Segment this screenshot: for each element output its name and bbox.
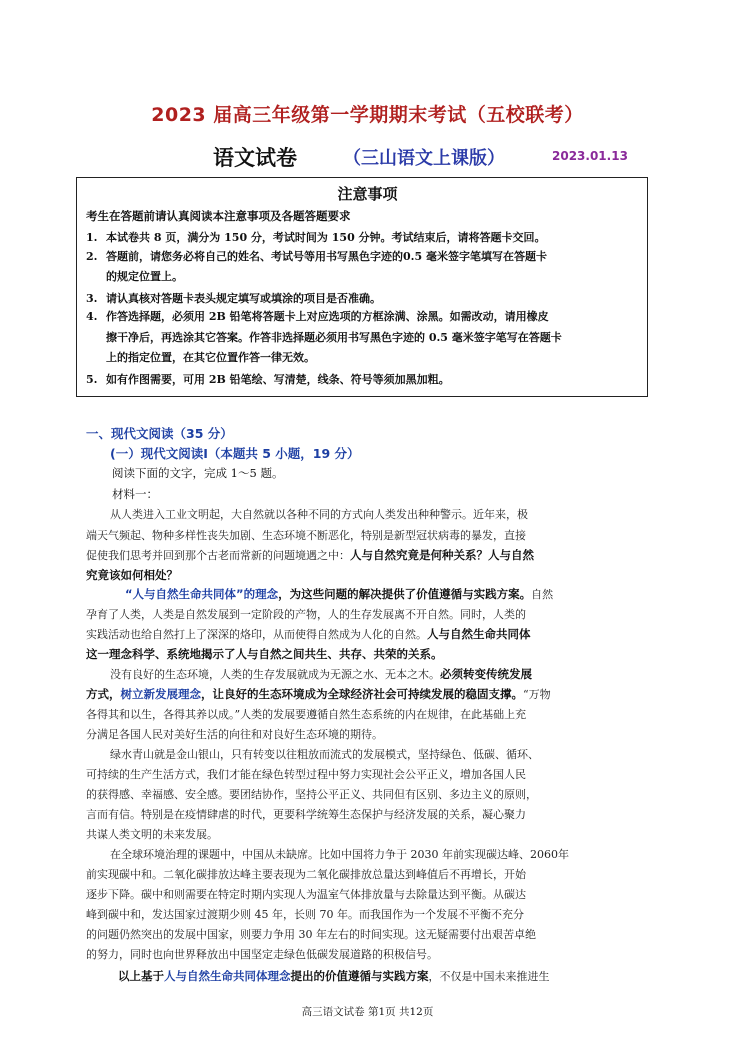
highlight-run: 人与自然生命共同体理念 (164, 969, 291, 983)
item-number: 1. (86, 231, 98, 244)
bold-run: ，让良好的生态环境成为全球经济社会可持续发展的稳固支撑。 (201, 687, 523, 701)
instruction: 阅读下面的文字，完成 1～5 题。 (112, 466, 284, 480)
exam-date: 2023.01.13 (552, 149, 628, 163)
body-line (125, 586, 553, 602)
text-run: “万物 (523, 688, 551, 701)
exam-title: 2023 届高三年级第一学期期末考试（五校联考） (151, 104, 584, 126)
bold-run: 这一理念科学、系统地揭示了人与自然之间共生、共存、共荣的关系。 (86, 647, 443, 661)
body-line: 前实现碳中和。二氧化碳排放达峰主要表现为二氧化碳排放总量达到峰值后不再增长，开始 (86, 868, 526, 881)
body-line: 孕育了人类，人类是自然发展到一定阶段的产物，人的生存发展离不开自然。同时，人类的 (86, 608, 526, 621)
body-line: 峰到碳中和，发达国家过渡期少则 45 年，长则 70 年。而我国作为一个发展不平衡不充分 (86, 908, 524, 921)
subject-title: 语文试卷 (213, 146, 297, 170)
body-line (86, 646, 443, 662)
bold-run: 人与自然生命共同体 (427, 627, 531, 641)
bold-run: 究竟该如何相处？ (86, 568, 178, 582)
item-continuation: 上的指定位置，在其它位置作答一律无效。 (106, 351, 315, 364)
item-continuation: 擦干净后，再选涂其它答案。作答非选择题必须用书写黑色字迹的 0.5 毫米签字笔写在答题卡 (106, 331, 562, 344)
item-number: 4. (86, 310, 98, 323)
body-line: 的获得感、幸福感、安全感。要团结协作，坚持公平正义、共同但有区别、多边主义的原则， (86, 788, 537, 801)
item-text: 答题前，请您务必将自己的姓名、考试号等用书写黑色字迹的0.5 毫米签字笔填写在答题卡 (106, 250, 547, 263)
highlight-run: “人与自然生命共同体”的理念 (125, 587, 279, 601)
body-line (118, 968, 550, 984)
notice-item (86, 228, 546, 248)
item-number: 2. (86, 250, 98, 263)
bold-run: 必须转变传统发展 (440, 667, 532, 681)
text-run: 没有良好的生态环境，人类的生存发展就成为无源之水、无本之木。 (110, 668, 440, 681)
body-line: 共谋人类文明的未来发展。 (86, 828, 218, 841)
body-line: 分满足各国人民对美好生活的向往和对良好生态环境的期待。 (86, 728, 383, 741)
body-line: 可持续的生产生活方式，我们才能在绿色转型过程中努力实现社会公平正义，增加各国人民 (86, 768, 526, 781)
edition-label: （三山语文上课版） (343, 148, 505, 169)
bold-run: 以上基于 (118, 969, 164, 983)
notice-item (86, 289, 381, 309)
subsection-heading: (一）现代文阅读Ⅰ（本题共 5 小题，19 分） (110, 446, 360, 461)
highlight-run: 树立新发展理念 (120, 687, 201, 701)
body-line: 的努力，同时也向世界释放出中国坚定走绿色低碳发展道路的积极信号。 (86, 948, 438, 961)
body-line: 绿水青山就是金山银山，只有转变以往粗放而流式的发展模式，坚持绿色、低碳、循环、 (110, 748, 539, 761)
bold-run: 提出的价值遵循与实践方案 (290, 969, 429, 983)
body-line: 从人类进入工业文明起，大自然就以各种不同的方式向人类发出种种警示。近年来，极 (110, 508, 528, 521)
text-run: 实践活动也给自然打上了深深的烙印，从而使得自然成为人化的自然。 (86, 628, 427, 641)
body-line (86, 686, 551, 702)
notice-item (86, 307, 549, 327)
page-footer: 高三语文试卷 第1页 共12页 (301, 1006, 434, 1018)
section-heading: 一、现代文阅读（35 分） (86, 426, 233, 441)
text-run: 促使我们思考并回到那个古老而常新的问题境遇之中： (86, 549, 350, 562)
body-line: 在全球环境治理的课题中，中国从未缺席。比如中国将力争于 2030 年前实现碳达峰、2060年 (110, 848, 569, 861)
bold-run: ，为这些问题的解决提供了价值遵循与实践方案。 (278, 587, 532, 601)
body-line: 端天气频起、物种多样性丧失加剧、生态环境不断恶化，特别是新型冠状病毒的暴发，直接 (86, 529, 526, 542)
item-text: 请认真核对答题卡表头规定填写或填涂的项目是否准确。 (106, 292, 381, 305)
body-line (86, 547, 534, 563)
body-line: 言而有信。特别是在疫情肆虐的时代，更要科学统筹生态保护与经济发展的关系，凝心聚力 (86, 808, 526, 821)
item-text: 如有作图需要，可用 2B 铅笔绘、写清楚，线条、符号等须加黑加粗。 (106, 373, 450, 386)
notice-title: 注意事项 (337, 185, 398, 203)
notice-item (86, 370, 450, 390)
item-text: 作答选择题，必须用 2B 铅笔将答题卡上对应选项的方框涂满、涂黑。如需改动，请用橡皮 (106, 310, 549, 323)
text-run: ，不仅是中国未来推进生 (428, 970, 550, 983)
item-continuation: 的规定位置上。 (106, 270, 183, 283)
item-number: 3. (86, 292, 98, 305)
body-line: 的问题仍然突出的发展中国家，则要力争用 30 年左右的时间实现。这无疑需要付出艰苦卓绝 (86, 928, 536, 941)
bold-run: 方式， (86, 687, 121, 701)
body-line (86, 567, 178, 583)
notice-item (86, 247, 547, 267)
item-text: 本试卷共 8 页，满分为 150 分，考试时间为 150 分钟。考试结束后，请将答题卡交回。 (106, 231, 546, 244)
material-label: 材料一： (112, 487, 158, 501)
body-line: 各得其和以生，各得其养以成。”人类的发展要遵循自然生态系统的内在规律，在此基础上充 (86, 708, 527, 721)
body-line (86, 626, 531, 642)
body-line: 逐步下降。碳中和则需要在特定时期内实现人为温室气体排放量与去除量达到平衡。从碳达 (86, 888, 526, 901)
notice-intro: 考生在答题前请认真阅读本注意事项及各题答题要求 (86, 209, 351, 223)
text-run: 自然 (531, 588, 554, 601)
bold-run: 人与自然究竟是何种关系？人与自然 (350, 548, 534, 562)
item-number: 5. (86, 373, 98, 386)
body-line (110, 666, 532, 682)
